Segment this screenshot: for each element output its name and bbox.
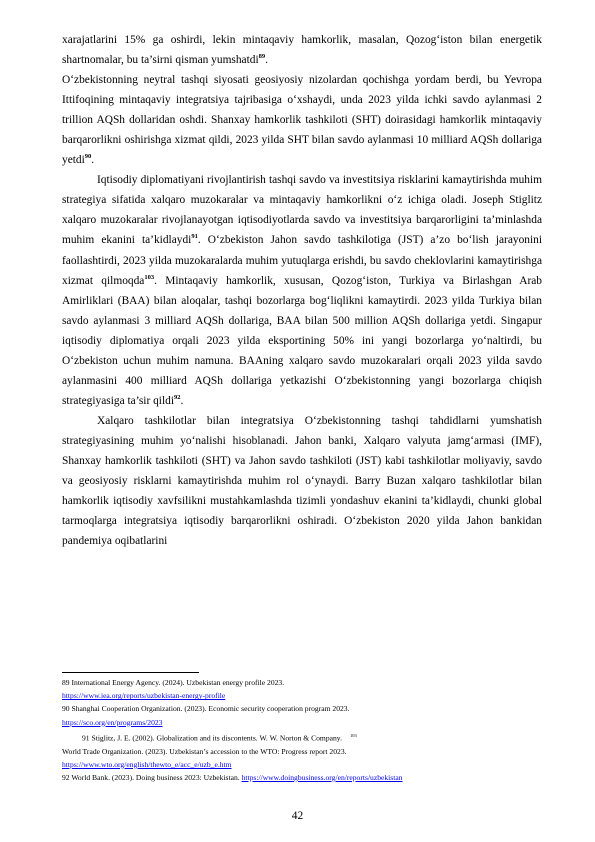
- footnote-91: 91 Stiglitz, J. E. (2002). Globalization and its discontents. W. W. Norton & Company. $^{103}$: [82, 732, 357, 743]
- footnote-89-link: [62, 689, 547, 702]
- page-number: 42: [291, 810, 304, 822]
- footnote-ref-92[interactable]: 92: [173, 394, 181, 402]
- footnote-ref-90[interactable]: 90: [84, 153, 92, 161]
- footnote-92: 92 World Bank. (2023). Doing business 2023: Uzbekistan. https://www.doingbusiness.org/en/reports/uzbekistan: [62, 772, 403, 782]
- paragraph-1: xarajatlarini 15% ga oshirdi, lekin mintaqaviy hamkorlik, masalan, Qozog‘iston bilan energetik shartnomalar, bu ta’sirni qisman yumshatdi$^{89}$.: [62, 34, 542, 67]
- doingbusiness-link[interactable]: https://www.doingbusiness.org/en/reports/uzbekistan: [241, 772, 403, 782]
- paragraph-2: O‘zbekistonning neytral tashqi siyosati geosiyosiy nizolardan qochishga yordam berdi, bu Yevropa Ittifoqining mintaqaviy integratsiya tajribasiga o‘xshaydi, unda 2023 yilda ichki savdo aylanmasi 2 trillion AQSh dollaridan oshdi. Shanxay hamkorlik tashkiloti (SHT) doirasidagi hamkorlik mintaqaviy barqarorlikni oshirishga xizmat qildi, 2023 yilda SHT bilan savdo aylanmasi 10 milliard AQSh dollariga yetdi$^{90}$.: [62, 74, 542, 167]
- paragraph-4: Xalqaro tashkilotlar bilan integratsiya O‘zbekistonning tashqi tahdidlarni yumshatish strategiyasining muhim yo‘nalishi hisoblanadi. Jahon banki, Xalqaro valyuta jamg‘armasi (IMF), Shanxay hamkorlik tashkiloti (SHT) va Jahon savdo tashkiloti (JST) kabi tashkilotlar moliyaviy, savdo va geosiyosiy risklarni kamaytirishda muhim rol o‘ynaydi. Barry Buzan xalqaro tashkilotlar bilan hamkorlik iqtisodiy xavfsilikni mustahkamlashda tizimli yondashuv ekanini ta’kidlaydi, chunki global tarmoqlarga integratsiya iqtisodiy barqarorlikni oshiradi. O‘zbekiston 2020 yilda Jahon bankidan pandemiya oqibatlarini: [62, 414, 542, 548]
- wto-link[interactable]: https://www.wto.org/english/thewto_e/acc_e/uzb_e.htm: [62, 759, 232, 769]
- footnote-91-mark: 103: [350, 732, 357, 738]
- footnote-ref-91[interactable]: 91: [191, 233, 198, 241]
- iea-link[interactable]: https://www.iea.org/reports/uzbekistan-energy-profile: [62, 691, 226, 701]
- footnote-ref-89[interactable]: 89: [258, 53, 266, 61]
- footnote-90: 90 Shanghai Cooperation Organization. (2023). Economic security cooperation program 2023.: [62, 704, 350, 714]
- paragraph-3: Iqtisodiy diplomatiyani rivojlantirish tashqi savdo va investitsiya risklarini kamaytirishda muhim strategiya sifatida xalqaro muzokaralar va mintaqaviy hamkorlikni o‘z ichiga oladi. Joseph Stiglitz xalqaro muzokaralar rivojlanayotgan iqtisodiyotlarda savdo va investitsiya barqarorligini ta’minlashda muhim ekanini ta’kidlaydi$^{91}$. O‘zbekiston Jahon savdo tashkilotiga (JST) a’zo bo‘lish jarayonini faollashtirdi, 2023 yilda muzokaralarda muhim yutuqlarga erishdi, bu savdo cheklovlarini kamaytirishga xizmat qilmoqda$^{103}$. Mintaqaviy hamkorlik, xususan, Qozog‘iston, Turkiya va Birlashgan Arab Amirliklari (BAA) bilan aloqalar, tashqi bozorlarga bog‘liqlikni kamaytirdi. 2023 yilda Turkiya bilan savdo aylanmasi 3 milliard AQSh dollariga, BAA bilan 500 million AQSh dollariga yetdi. Singapur iqtisodiy diplomatiya orqali 2023 yilda eksportining 50% ini yangi bozorlarga yo‘naltirdi, bu O‘zbekiston uchun muhim namuna. BAAning xalqaro savdo muzokaralari orqali 2023 yilda savdo aylanmasini 400 milliard AQSh dollariga yetkazishi O‘zbekistonning yangi bozorlarga chiqish strategiyasiga ta’sir qildi$^{92}$.: [62, 174, 543, 407]
- footnotes: [62, 672, 547, 784]
- footnote-89: 89 International Energy Agency. (2024). Uzbekistan energy profile 2023.: [62, 678, 285, 687]
- page-body: [62, 30, 542, 551]
- footnote-separator: [62, 672, 199, 673]
- footnote-ref-103[interactable]: 103: [144, 273, 155, 281]
- footnote-wto-link: [62, 758, 547, 771]
- footnote-wto: World Trade Organization. (2023). Uzbekistan’s accession to the WTO: Progress report 2023.: [62, 746, 347, 756]
- sco-link[interactable]: https://sco.org/en/programs/2023: [62, 717, 163, 727]
- footnote-90-link: [62, 716, 547, 729]
